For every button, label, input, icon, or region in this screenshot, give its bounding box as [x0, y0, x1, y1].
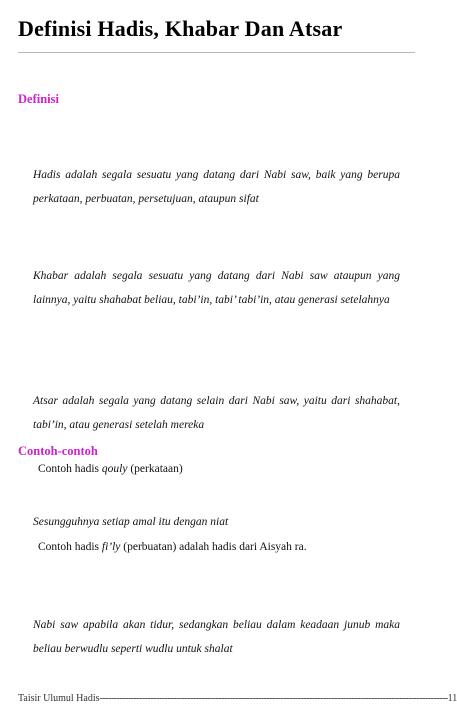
- fily-suffix: (perbuatan) adalah hadis dari Aisyah ra.: [120, 541, 307, 553]
- title-divider: [18, 52, 415, 53]
- contoh-heading: Contoh-contoh: [18, 444, 98, 458]
- fily-prefix: Contoh hadis: [38, 541, 102, 553]
- atsar-definition: Atsar adalah segala yang datang selain dari Nabi saw, yaitu dari shahabat, tabi’in, atau generasi setelah mereka: [33, 395, 400, 431]
- definisi-heading: Definisi: [18, 92, 59, 106]
- qouly-example-label: [38, 463, 183, 475]
- footer-page-number: 11: [447, 693, 457, 704]
- hadis-definition: Hadis adalah segala sesuatu yang datang dari Nabi saw, baik yang berupa perkataan, perbuatan, persetujuan, ataupun sifat: [33, 169, 400, 205]
- footer-dash-leader: ---------------------------------------------------------------------------------------------------------------------------: [99, 693, 448, 704]
- fily-example-label: [38, 541, 307, 553]
- qouly-suffix: (perkataan): [127, 463, 183, 475]
- page-footer: [18, 693, 457, 704]
- page-title: Definisi Hadis, Khabar Dan Atsar: [18, 16, 343, 41]
- fily-example-text: Nabi saw apabila akan tidur, sedangkan beliau dalam keadaan junub maka beliau berwudlu seperti wudlu untuk shalat: [33, 619, 400, 655]
- qouly-prefix: Contoh hadis: [38, 463, 102, 475]
- qouly-example-text: Sesungguhnya setiap amal itu dengan niat: [33, 516, 229, 528]
- footer-book-title: Taisir Ulumul Hadis: [18, 693, 100, 704]
- fily-term: fi’ly: [101, 541, 121, 553]
- khabar-definition: Khabar adalah segala sesuatu yang datang dari Nabi saw ataupun yang lainnya, yaitu shahabat beliau, tabi’in, tabi’ tabi’in, atau generasi setelahnya: [33, 270, 400, 306]
- qouly-term: qouly: [101, 463, 128, 475]
